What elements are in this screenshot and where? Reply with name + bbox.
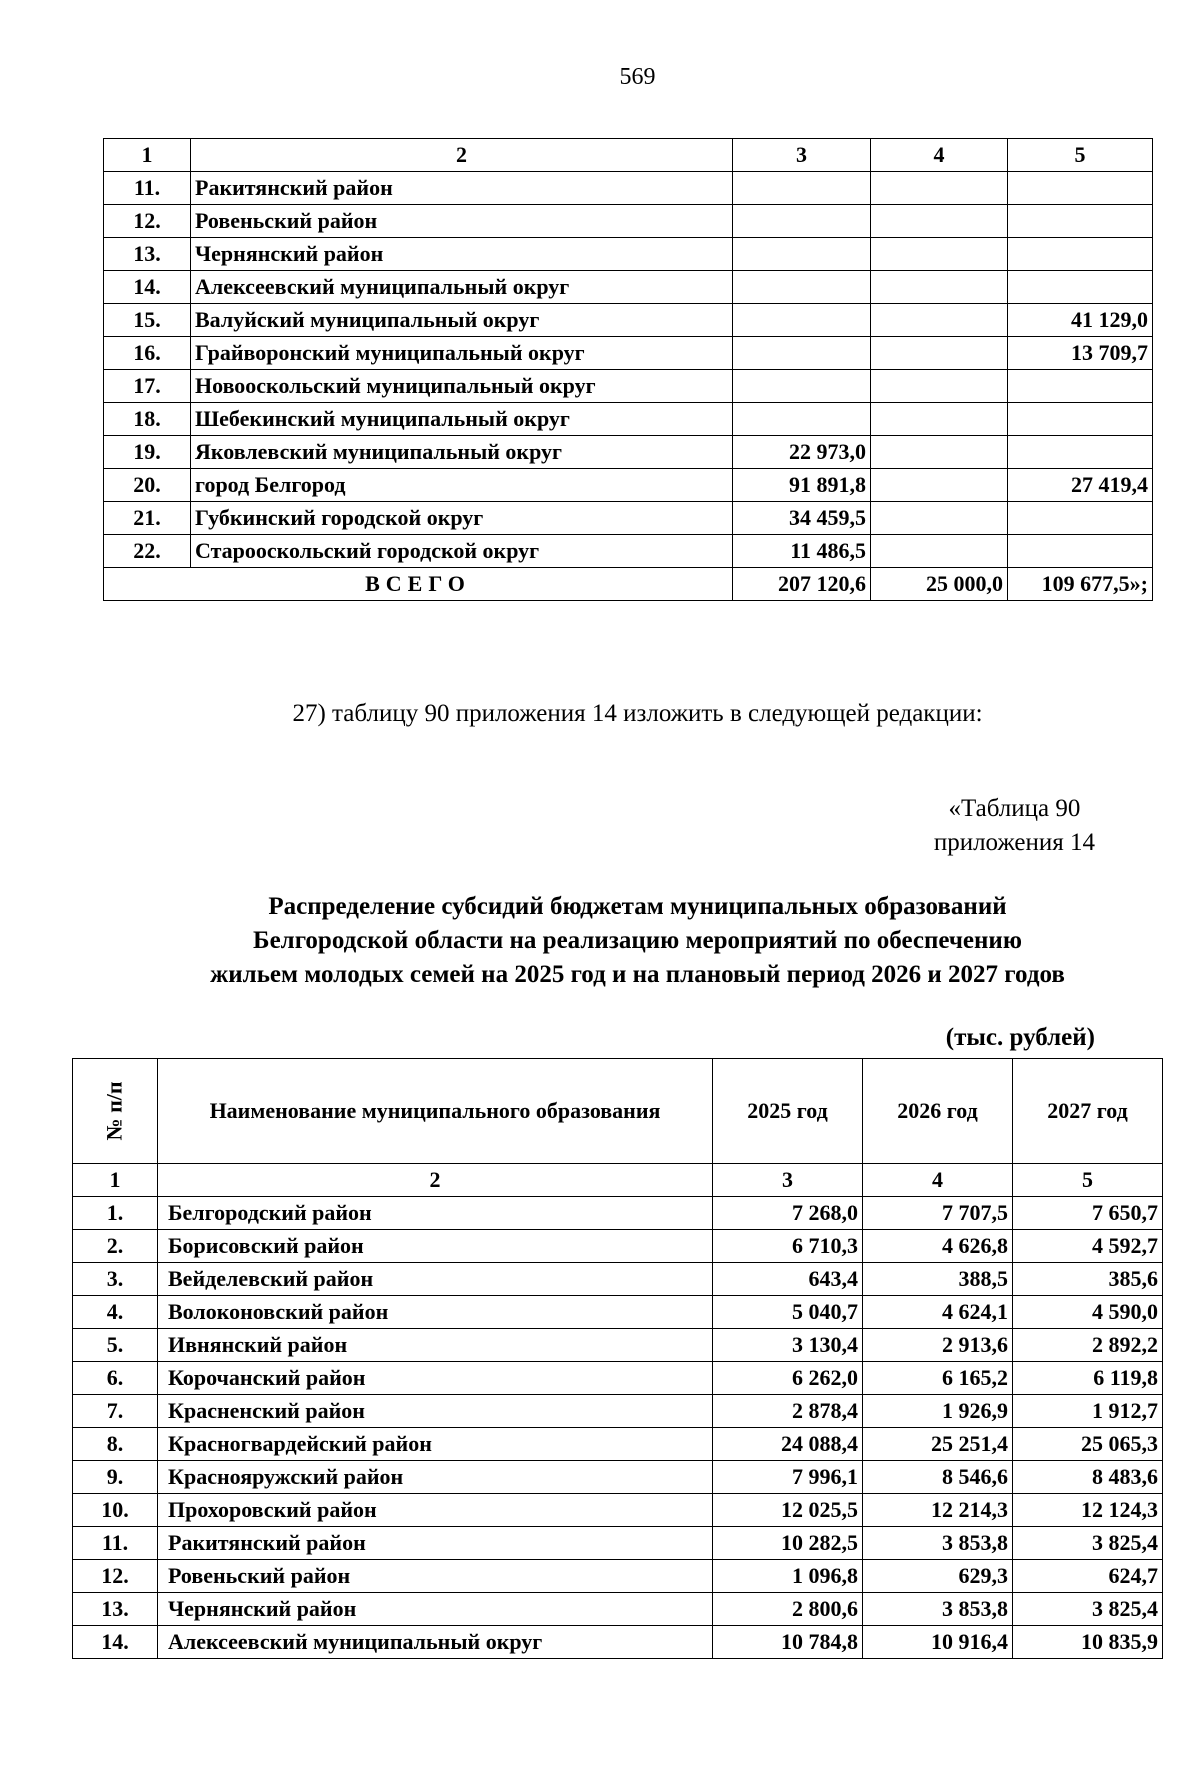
municipality-name: Шебекинский муниципальный округ [191,403,733,436]
municipality-name: город Белгород [191,469,733,502]
value-col3 [733,271,871,304]
value-2026: 12 214,3 [863,1494,1013,1527]
value-col4 [871,205,1008,238]
municipality-name: Алексеевский муниципальный округ [191,271,733,304]
value-2027: 3 825,4 [1013,1593,1163,1626]
value-col3 [733,337,871,370]
table-row [73,1626,1163,1659]
row-number: 15. [104,304,191,337]
value-2026: 3 853,8 [863,1527,1013,1560]
column-number-row [73,1164,1163,1197]
value-2027: 4 590,0 [1013,1296,1163,1329]
table-row [104,370,1153,403]
municipality-name: Старооскольский городской округ [191,535,733,568]
value-col4 [871,403,1008,436]
value-2026: 4 624,1 [863,1296,1013,1329]
page-number: 569 [619,64,656,90]
value-2027: 8 483,6 [1013,1461,1163,1494]
value-2025: 2 878,4 [713,1395,863,1428]
column-number: 3 [733,139,871,172]
value-col3: 91 891,8 [733,469,871,502]
amendment-text: 27) таблицу 90 приложения 14 изложить в следующей редакции: [292,700,983,727]
value-col3: 22 973,0 [733,436,871,469]
header-number [73,1059,158,1164]
heading-line: жильем молодых семей на 2025 год и на плановый период 2026 и 2027 годов [210,961,1065,988]
column-number: 2 [158,1164,713,1197]
municipality-name: Вейделевский район [158,1263,713,1296]
municipality-name: Яковлевский муниципальный округ [191,436,733,469]
municipality-name: Ракитянский район [191,172,733,205]
value-2025: 7 268,0 [713,1197,863,1230]
value-col5 [1008,238,1153,271]
value-col3 [733,370,871,403]
value-2027: 25 065,3 [1013,1428,1163,1461]
value-col3 [733,238,871,271]
value-2025: 7 996,1 [713,1461,863,1494]
value-2027: 6 119,8 [1013,1362,1163,1395]
value-2025: 12 025,5 [713,1494,863,1527]
value-2025: 1 096,8 [713,1560,863,1593]
column-number: 1 [104,139,191,172]
value-2027: 385,6 [1013,1263,1163,1296]
row-number: 14. [73,1626,158,1659]
table-row [73,1428,1163,1461]
value-2026: 6 165,2 [863,1362,1013,1395]
column-number: 4 [863,1164,1013,1197]
value-col5 [1008,370,1153,403]
value-2025: 643,4 [713,1263,863,1296]
total-label: ВСЕГО [104,568,733,601]
value-2025: 10 784,8 [713,1626,863,1659]
column-number: 5 [1008,139,1153,172]
table-row [104,535,1153,568]
value-2025: 6 710,3 [713,1230,863,1263]
column-number: 1 [73,1164,158,1197]
value-2025: 6 262,0 [713,1362,863,1395]
row-number: 18. [104,403,191,436]
continued-table [103,138,1153,601]
value-col4 [871,304,1008,337]
municipality-name: Валуйский муниципальный округ [191,304,733,337]
value-col3 [733,172,871,205]
total-col5: 109 677,5»; [1008,568,1153,601]
value-col5 [1008,205,1153,238]
table-row [73,1527,1163,1560]
table-row [104,304,1153,337]
value-2026: 3 853,8 [863,1593,1013,1626]
table-row [104,403,1153,436]
value-2025: 3 130,4 [713,1329,863,1362]
row-number: 13. [73,1593,158,1626]
municipality-name: Грайворонский муниципальный округ [191,337,733,370]
table-row [73,1329,1163,1362]
table-row [73,1263,1163,1296]
value-col5 [1008,502,1153,535]
table-row [73,1395,1163,1428]
caption-line: «Таблица 90 [948,795,1081,822]
table-row [73,1494,1163,1527]
row-number: 13. [104,238,191,271]
value-2027: 12 124,3 [1013,1494,1163,1527]
value-2026: 4 626,8 [863,1230,1013,1263]
subsidy-table [72,1058,1163,1659]
value-2027: 7 650,7 [1013,1197,1163,1230]
heading-line: Белгородской области на реализацию мероприятий по обеспечению [253,927,1022,954]
value-col4 [871,436,1008,469]
municipality-name: Красненский район [158,1395,713,1428]
column-number: 3 [713,1164,863,1197]
table-caption [934,792,1095,860]
value-2027: 10 835,9 [1013,1626,1163,1659]
municipality-name: Корочанский район [158,1362,713,1395]
value-col5 [1008,271,1153,304]
municipality-name: Чернянский район [191,238,733,271]
row-number: 17. [104,370,191,403]
value-col5: 41 129,0 [1008,304,1153,337]
municipality-name: Краснояружский район [158,1461,713,1494]
value-2025: 2 800,6 [713,1593,863,1626]
value-2026: 1 926,9 [863,1395,1013,1428]
column-number: 4 [871,139,1008,172]
row-number: 19. [104,436,191,469]
value-col5 [1008,535,1153,568]
value-col4 [871,337,1008,370]
table-heading [0,890,1200,992]
value-2026: 7 707,5 [863,1197,1013,1230]
municipality-name: Волоконовский район [158,1296,713,1329]
value-2026: 2 913,6 [863,1329,1013,1362]
column-number: 2 [191,139,733,172]
value-col5: 27 419,4 [1008,469,1153,502]
value-col4 [871,535,1008,568]
row-number: 1. [73,1197,158,1230]
row-number: 21. [104,502,191,535]
table-row [104,337,1153,370]
header-2027: 2027 год [1013,1059,1163,1164]
value-col3 [733,304,871,337]
table-row [73,1593,1163,1626]
value-col4 [871,502,1008,535]
value-col3: 34 459,5 [733,502,871,535]
row-number: 5. [73,1329,158,1362]
row-number: 4. [73,1296,158,1329]
row-number: 3. [73,1263,158,1296]
municipality-name: Новооскольский муниципальный округ [191,370,733,403]
value-col5: 13 709,7 [1008,337,1153,370]
table-row [73,1197,1163,1230]
header-number-label: № п/п [101,1081,127,1141]
value-col3 [733,403,871,436]
column-number: 5 [1013,1164,1163,1197]
row-number: 9. [73,1461,158,1494]
municipality-name: Борисовский район [158,1230,713,1263]
table-row [73,1296,1163,1329]
row-number: 12. [73,1560,158,1593]
value-2027: 3 825,4 [1013,1527,1163,1560]
row-number: 7. [73,1395,158,1428]
value-2026: 388,5 [863,1263,1013,1296]
value-col3: 11 486,5 [733,535,871,568]
row-number: 22. [104,535,191,568]
table-row [104,469,1153,502]
value-col3 [733,205,871,238]
table-row [104,502,1153,535]
table-row [104,205,1153,238]
total-col3: 207 120,6 [733,568,871,601]
municipality-name: Прохоровский район [158,1494,713,1527]
value-2026: 25 251,4 [863,1428,1013,1461]
value-2025: 24 088,4 [713,1428,863,1461]
municipality-name: Губкинский городской округ [191,502,733,535]
row-number: 12. [104,205,191,238]
table-row [104,238,1153,271]
row-number: 2. [73,1230,158,1263]
table-row [104,172,1153,205]
value-col4 [871,172,1008,205]
value-2027: 2 892,2 [1013,1329,1163,1362]
table-row [73,1560,1163,1593]
value-2027: 1 912,7 [1013,1395,1163,1428]
heading-line: Распределение субсидий бюджетам муниципальных образований [268,893,1007,920]
municipality-name: Ракитянский район [158,1527,713,1560]
row-number: 16. [104,337,191,370]
row-number: 11. [104,172,191,205]
row-number: 14. [104,271,191,304]
total-col4: 25 000,0 [871,568,1008,601]
header-2026: 2026 год [863,1059,1013,1164]
value-col5 [1008,436,1153,469]
value-col5 [1008,403,1153,436]
total-row [104,568,1153,601]
table-row [73,1362,1163,1395]
value-2027: 624,7 [1013,1560,1163,1593]
table-header-row [73,1059,1163,1164]
table-row [73,1461,1163,1494]
value-2025: 10 282,5 [713,1527,863,1560]
value-2025: 5 040,7 [713,1296,863,1329]
value-2026: 8 546,6 [863,1461,1013,1494]
value-2026: 629,3 [863,1560,1013,1593]
municipality-name: Ровеньский район [191,205,733,238]
row-number: 6. [73,1362,158,1395]
value-col5 [1008,172,1153,205]
row-number: 10. [73,1494,158,1527]
row-number: 8. [73,1428,158,1461]
municipality-name: Ивнянский район [158,1329,713,1362]
table-row [104,436,1153,469]
value-2026: 10 916,4 [863,1626,1013,1659]
table-row [104,271,1153,304]
header-2025: 2025 год [713,1059,863,1164]
column-number-row [104,139,1153,172]
header-name: Наименование муниципального образования [158,1059,713,1164]
caption-line: приложения 14 [933,829,1095,856]
row-number: 11. [73,1527,158,1560]
units-label: (тыс. рублей) [945,1024,1095,1051]
row-number: 20. [104,469,191,502]
municipality-name: Белгородский район [158,1197,713,1230]
value-2027: 4 592,7 [1013,1230,1163,1263]
value-col4 [871,370,1008,403]
value-col4 [871,469,1008,502]
municipality-name: Чернянский район [158,1593,713,1626]
municipality-name: Алексеевский муниципальный округ [158,1626,713,1659]
table-row [73,1230,1163,1263]
value-col4 [871,271,1008,304]
municipality-name: Красногвардейский район [158,1428,713,1461]
municipality-name: Ровеньский район [158,1560,713,1593]
value-col4 [871,238,1008,271]
